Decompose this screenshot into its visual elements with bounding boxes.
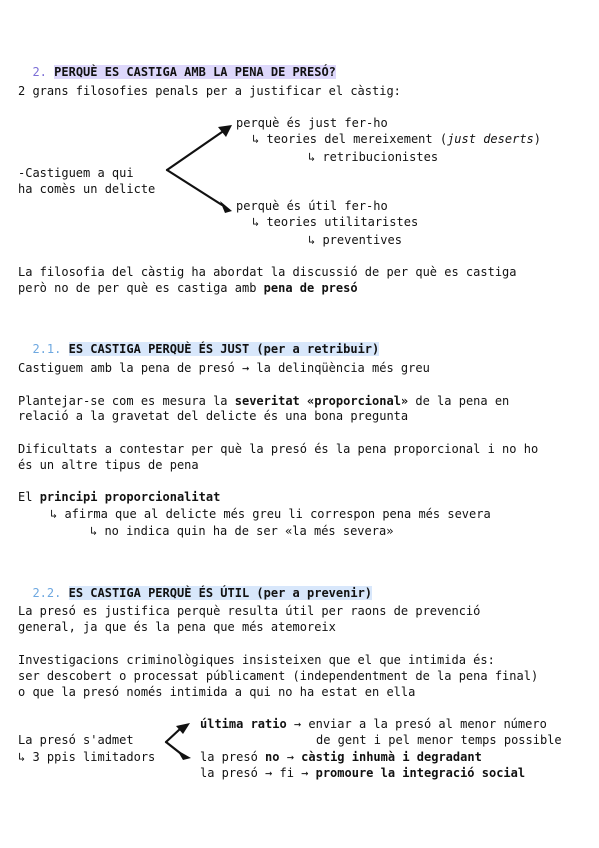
bold-term: severitat «proporcional» xyxy=(234,394,409,408)
bold-term: càstig inhumà i degradant xyxy=(301,750,482,764)
limit-no-inhuma xyxy=(200,750,482,764)
arrow-down-2 xyxy=(166,742,180,753)
paragraph-line xyxy=(18,490,220,504)
arrow-up-2 xyxy=(166,729,180,742)
bold-term: principi proporcionalitat xyxy=(39,490,221,504)
branch-util-sub2: ↳ preventives xyxy=(308,233,402,247)
sub-point: ↳ no indica quin ha de ser «la més severa» xyxy=(90,524,394,538)
text: la presó → fi → xyxy=(200,766,316,780)
bold-term: promoure la integració social xyxy=(315,766,526,780)
section-number: 2.2. xyxy=(32,586,62,600)
limit-ultima-ratio xyxy=(200,717,547,731)
arrowhead-up-2 xyxy=(176,723,190,734)
arrow-up-1 xyxy=(167,132,222,170)
section-number: 2.1. xyxy=(32,342,62,356)
text: → xyxy=(279,750,302,764)
section-2-heading xyxy=(18,51,336,79)
paragraph-line: La presó es justifica perquè resulta útil per raons de prevenció xyxy=(18,604,481,618)
paragraph-line: Castiguem amb la pena de presó → la delinqüència més greu xyxy=(18,361,430,375)
section-2-2-heading xyxy=(18,572,372,600)
text: El xyxy=(18,490,40,504)
bold-term: pena de presó xyxy=(263,281,358,295)
arrowhead-down-2 xyxy=(177,750,191,760)
paragraph-line xyxy=(18,281,358,295)
section-2-1-heading xyxy=(18,328,379,356)
branch-just-title: perquè és just fer-ho xyxy=(236,116,388,130)
paragraph-line: general, ja que és la pena que més atemoreix xyxy=(18,620,336,634)
section-title: ES CASTIGA PERQUÈ ÉS ÚTIL (per a prevenir) xyxy=(68,586,373,600)
paragraph-line: La filosofia del càstig ha abordat la discussió de per què es castiga xyxy=(18,265,517,279)
paragraph-line: és un altre tipus de pena xyxy=(18,458,199,472)
arrowhead-down-1 xyxy=(220,201,232,213)
branch-util-title: perquè és útil fer-ho xyxy=(236,199,388,213)
bold-term: última ratio xyxy=(200,717,287,731)
text: ↳ teories del mereixement ( xyxy=(252,132,448,146)
paragraph-line: ser descobert o processat públicament (independentment de la pena final) xyxy=(18,669,539,683)
limit-ultima-ratio-cont: de gent i pel menor temps possible xyxy=(316,733,562,747)
text: → enviar a la presó al menor número xyxy=(286,717,547,731)
diagram-left-label-1: La presó s'admet xyxy=(18,733,134,747)
intro-line: 2 grans filosofies penals per a justificar el càstig: xyxy=(18,84,401,98)
branch-just-sub2: ↳ retribucionistes xyxy=(308,150,439,164)
text: Plantejar-se com es mesura la xyxy=(18,394,235,408)
text: de la pena en xyxy=(408,394,510,408)
paragraph-line: relació a la gravetat del delicte és una bona pregunta xyxy=(18,409,409,423)
section-title: PERQUÈ ES CASTIGA AMB LA PENA DE PRESÓ? xyxy=(54,65,336,79)
diagram-left-label-2: ↳ 3 ppis limitadors xyxy=(18,750,156,764)
bold-term: no xyxy=(265,750,280,764)
diagram-left-label-1: -Castiguem a qui xyxy=(18,166,134,180)
sub-point: ↳ afirma que al delicte més greu li correspon pena més severa xyxy=(50,507,491,521)
section-title: ES CASTIGA PERQUÈ ÉS JUST (per a retribuir) xyxy=(68,342,380,356)
text: la presó xyxy=(200,750,266,764)
section-number: 2. xyxy=(32,65,47,79)
text: ) xyxy=(533,132,542,146)
text: però no de per què es castiga amb xyxy=(18,281,264,295)
paragraph-line xyxy=(18,394,509,408)
paragraph-line: o que la presó només intimida a qui no ha estat en ella xyxy=(18,685,416,699)
diagram-left-label-2: ha comès un delicte xyxy=(18,182,156,196)
italic-term: just deserts xyxy=(447,132,534,146)
limit-integracio xyxy=(200,766,525,780)
branch-util-sub: ↳ teories utilitaristes xyxy=(252,215,419,229)
paragraph-line: Investigacions criminològiques insisteixen que el que intimida és: xyxy=(18,653,495,667)
paragraph-line: Dificultats a contestar per què la presó és la pena proporcional i no ho xyxy=(18,442,539,456)
arrowhead-up-1 xyxy=(218,125,232,137)
branch-just-sub xyxy=(252,132,541,146)
arrow-down-1 xyxy=(167,170,222,205)
